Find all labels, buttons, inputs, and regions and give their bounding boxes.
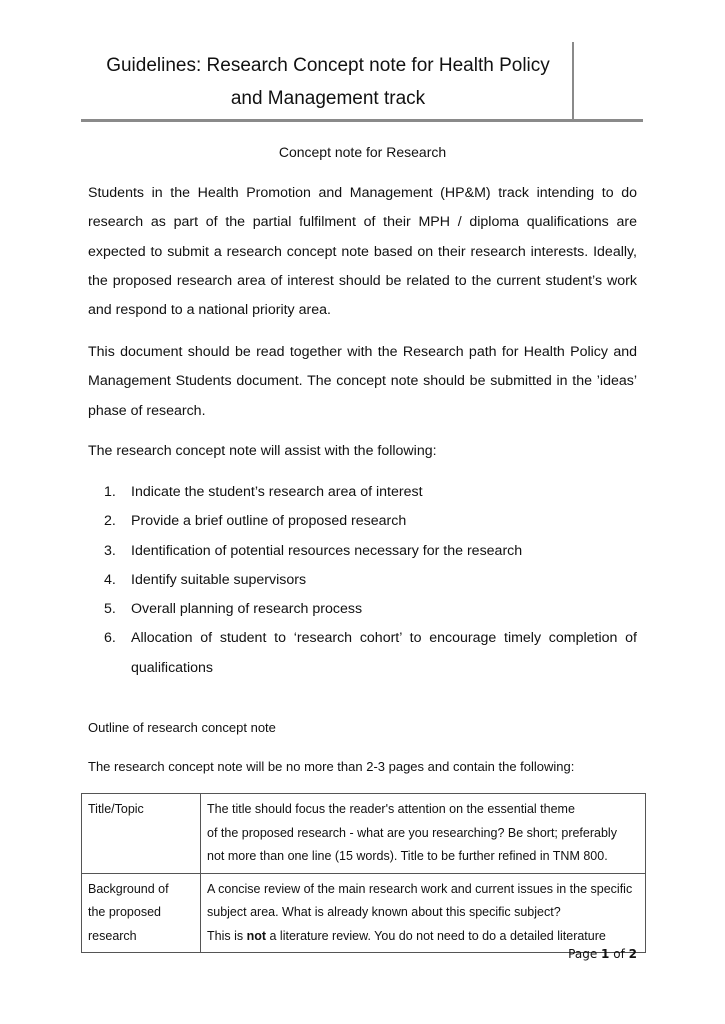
list-item — [104, 507, 637, 536]
list-item-text: Identification of potential resources necessary for the research — [131, 542, 523, 559]
table-cell-description — [201, 794, 646, 874]
document-title — [81, 44, 575, 120]
title-line-2: and Management track — [230, 88, 426, 109]
label-line: research — [88, 928, 137, 943]
title-vertical-rule — [572, 42, 574, 120]
list-item-number: 6. — [104, 630, 116, 647]
outline-table — [81, 793, 646, 953]
list-item-text: Allocation of student to ‘research cohort’ to encourage timely completion of qualifications — [131, 630, 637, 676]
description-line — [207, 925, 639, 949]
page-label: Page — [568, 947, 598, 961]
purpose-list — [104, 478, 637, 683]
title-line-1: Guidelines: Research Concept note for Health Policy — [106, 55, 550, 76]
list-item — [104, 478, 637, 507]
table-row — [82, 794, 646, 874]
list-item-text: Overall planning of research process — [131, 601, 363, 618]
intro-paragraph: Students in the Health Promotion and Management (HP&M) track intending to do research as part of the partial fulfilment of their MPH / diploma qualifications are expected to submit a research concept note based on their research interests. Ideally, the proposed research area of interest should be related to the current student’s work and respond to a national priority area. — [88, 185, 637, 319]
label-line: the proposed — [88, 905, 161, 919]
outline-heading: Outline of research concept note — [88, 720, 276, 735]
description-line: The title should focus the reader's attention on the essential theme — [207, 802, 575, 816]
list-item — [104, 537, 637, 566]
description-line: subject area. What is already known about this specific subject? — [207, 905, 561, 919]
list-lead-paragraph: The research concept note will assist with the following: — [88, 443, 437, 459]
emphasis-text: not — [246, 928, 267, 943]
label-line: Title/Topic — [88, 802, 144, 816]
outline-intro: The research concept note will be no more than 2-3 pages and contain the following: — [88, 759, 575, 774]
description-line: not more than one line (15 words). Title to be further refined in TNM 800. — [207, 849, 608, 863]
list-item-number: 2. — [104, 513, 116, 530]
table-cell-label — [82, 873, 201, 953]
page-total: 2 — [628, 947, 637, 961]
label-line: Background of — [88, 881, 169, 896]
list-item-text: Indicate the student’s research area of interest — [131, 484, 423, 500]
description-line: of the proposed research - what are you researching? Be short; preferably — [207, 825, 617, 840]
title-horizontal-rule — [81, 119, 643, 122]
page-current: 1 — [601, 947, 610, 961]
list-item — [104, 624, 637, 683]
description-line: A concise review of the main research work and current issues in the specific — [207, 881, 633, 896]
list-item-number: 5. — [104, 601, 116, 618]
table-cell-label — [82, 794, 201, 874]
table-row — [82, 873, 646, 953]
reading-note-paragraph: This document should be read together with the Research path for Health Policy and Management Students document. The concept note should be submitted in the ’ideas’ phase of research. — [88, 344, 637, 419]
table-cell-description — [201, 873, 646, 953]
list-item-text: Provide a brief outline of proposed research — [131, 513, 407, 530]
list-item-number: 3. — [104, 542, 116, 559]
list-item-text: Identify suitable supervisors — [131, 571, 307, 588]
section-subheading: Concept note for Research — [278, 144, 447, 160]
list-item-number: 1. — [104, 484, 116, 500]
page-of: of — [613, 947, 625, 961]
description-text: a literature review. You do not need to do a detailed literature — [266, 928, 606, 943]
list-item-number: 4. — [104, 571, 116, 588]
description-text: This is — [207, 928, 247, 943]
list-item — [104, 566, 637, 595]
page-number — [568, 947, 637, 961]
list-item — [104, 595, 637, 624]
